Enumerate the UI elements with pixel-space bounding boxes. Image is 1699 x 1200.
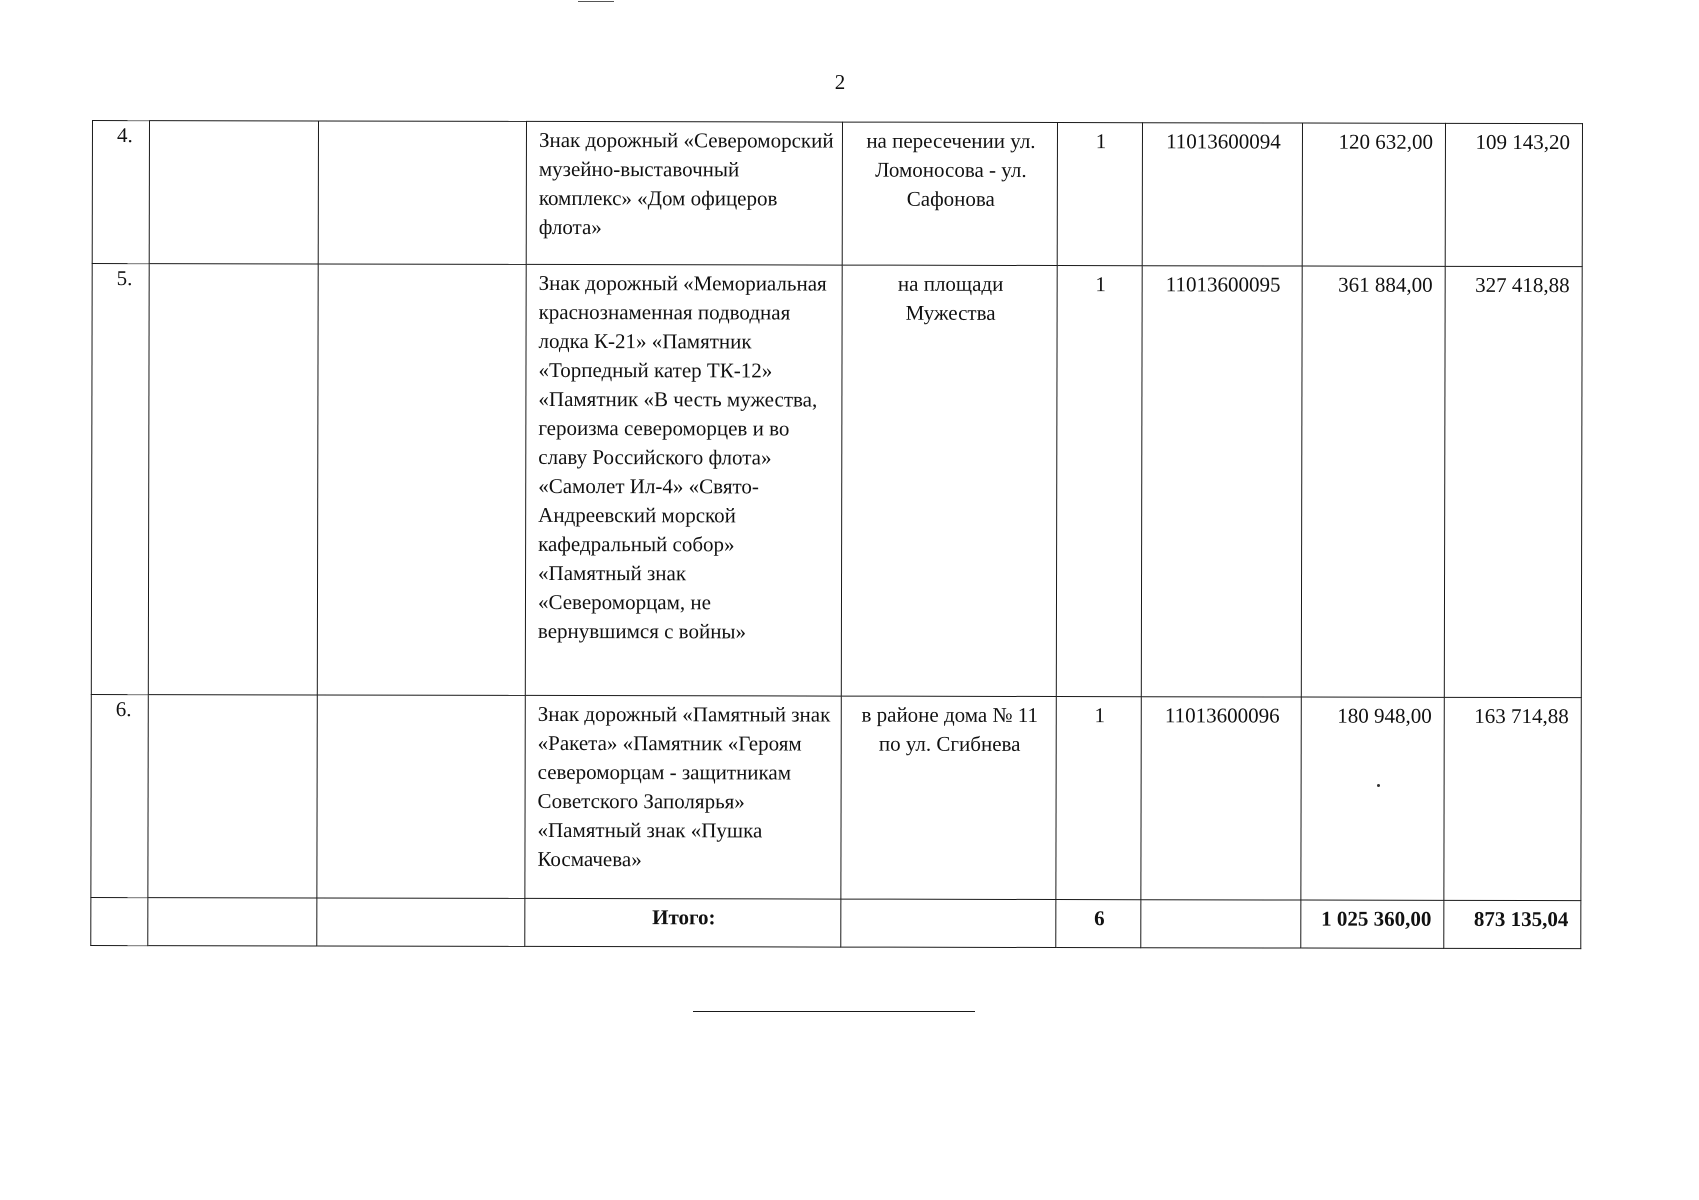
inventory-number: 11013600095 xyxy=(1141,266,1302,697)
total-quantity: 6 xyxy=(1056,900,1141,948)
empty-cell xyxy=(148,695,317,898)
object-address: на площади Мужества xyxy=(841,265,1057,696)
empty-cell xyxy=(91,897,148,945)
page-number: 2 xyxy=(834,70,846,94)
object-name: Знак дорожный «Мемориальная краснознаменная подводная лодка К-21» «Памятник «Торпедный катер ТК-12» «Памятник «В честь мужества, героизма североморцев и во славу Российского флота» «Самолет Ил-4» «Свято-Андреевский морской кафедральный собор» «Памятный знак «Североморцам, не вернувшимся с войны» xyxy=(525,264,842,696)
empty-cell xyxy=(318,121,526,264)
empty-cell xyxy=(841,899,1056,947)
total-book-value: 1 025 360,00 xyxy=(1301,900,1444,948)
quantity: 1 xyxy=(1056,266,1142,697)
table-row xyxy=(91,694,1581,900)
property-table xyxy=(90,120,1583,949)
total-label: Итого: xyxy=(525,898,841,947)
object-name: Знак дорожный «Памятный знак «Ракета» «Памятник «Героям североморцам - защитникам Советского Заполярья» «Памятный знак «Пушка Космачева» xyxy=(525,695,841,899)
empty-cell xyxy=(317,264,526,695)
row-number: 6. xyxy=(91,694,148,897)
residual-value: 109 143,20 xyxy=(1445,123,1582,266)
empty-cell xyxy=(317,695,525,898)
residual-value: 327 418,88 xyxy=(1444,266,1582,697)
row-number: 5. xyxy=(91,264,149,695)
scan-artifact xyxy=(578,1,614,2)
book-value: 180 948,00 xyxy=(1301,697,1444,900)
inventory-number: 11013600096 xyxy=(1141,697,1301,900)
total-row xyxy=(91,897,1581,948)
object-address: в районе дома № 11 по ул. Сгибнева xyxy=(841,696,1056,899)
scan-speck xyxy=(1377,784,1380,787)
empty-cell xyxy=(148,264,318,695)
empty-cell xyxy=(317,898,525,946)
table-row xyxy=(92,121,1582,267)
table-row xyxy=(91,264,1582,698)
total-residual-value: 873 135,04 xyxy=(1444,900,1581,948)
empty-cell xyxy=(149,121,318,264)
empty-cell xyxy=(1141,900,1301,948)
object-address: на пересечении ул. Ломоносова - ул. Сафонова xyxy=(842,122,1057,265)
quantity: 1 xyxy=(1057,123,1142,266)
object-name: Знак дорожный «Североморский музейно-выставочный комплекс» «Дом офицеров флота» xyxy=(526,121,842,265)
residual-value: 163 714,88 xyxy=(1444,697,1581,900)
book-value: 361 884,00 xyxy=(1301,266,1445,697)
end-of-document-rule xyxy=(693,1011,975,1012)
empty-cell xyxy=(148,898,317,946)
book-value: 120 632,00 xyxy=(1302,123,1445,266)
row-number: 4. xyxy=(92,121,149,264)
inventory-number: 11013600094 xyxy=(1142,123,1302,266)
quantity: 1 xyxy=(1056,697,1141,900)
